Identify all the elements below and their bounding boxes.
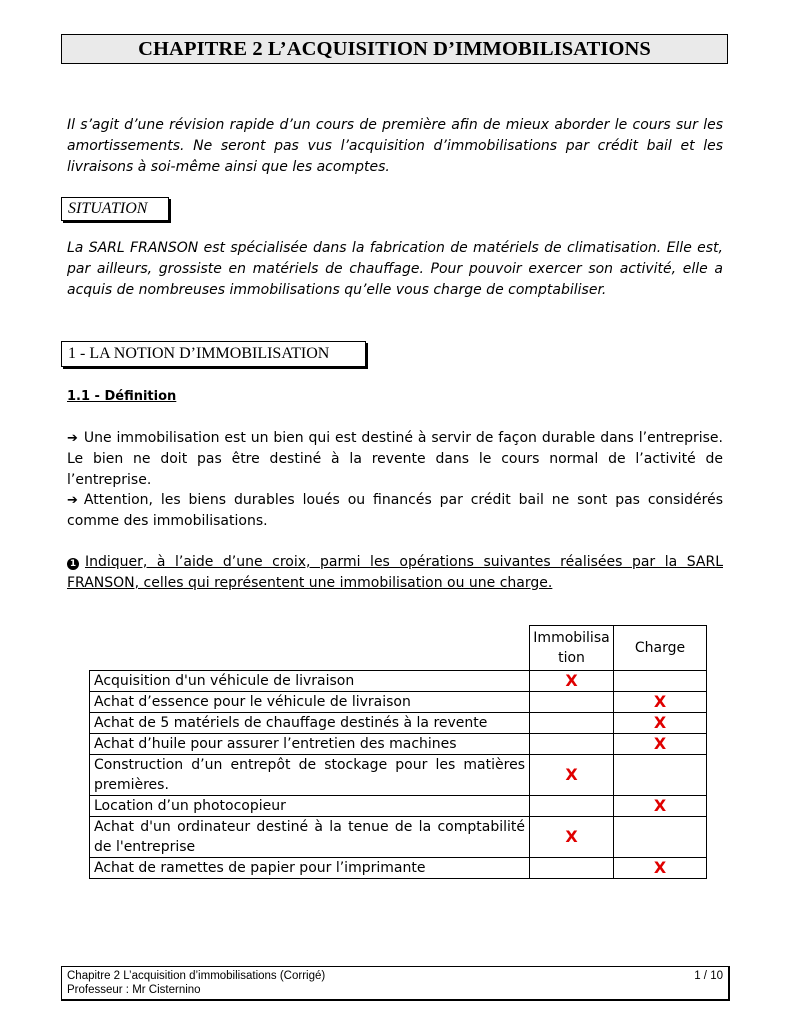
table-row bbox=[90, 692, 707, 713]
column-header-immobilisation: Immobilisa tion bbox=[530, 626, 614, 671]
table-header-empty bbox=[90, 626, 530, 671]
table-row bbox=[90, 713, 707, 734]
charge-mark: X bbox=[614, 734, 707, 755]
row-label: Achat d’essence pour le véhicule de livraison bbox=[90, 692, 530, 713]
situation-paragraph: La SARL FRANSON est spécialisée dans la fabrication de matériels de climatisation. Elle est, par ailleurs, grossiste en matériels de chauffage. Pour pouvoir exercer son activité, elle a acquis de nombreuses immobilisations qu’elle vous charge de comptabiliser. bbox=[67, 240, 723, 298]
charge-mark: X bbox=[614, 713, 707, 734]
row-label: Construction d’un entrepôt de stockage pour les matières premières. bbox=[90, 755, 530, 796]
footer-page-number: 1 / 10 bbox=[694, 970, 723, 982]
charge-mark: X bbox=[614, 796, 707, 817]
row-label: Location d’un photocopieur bbox=[90, 796, 530, 817]
definition-subheading: 1.1 - Définition bbox=[67, 389, 177, 404]
chapter-title-box bbox=[61, 34, 728, 64]
charge-mark bbox=[614, 671, 707, 692]
footer-teacher: Professeur : Mr Cisternino bbox=[67, 984, 201, 996]
table-row bbox=[90, 817, 707, 858]
table-row bbox=[90, 755, 707, 796]
immobilisation-mark: X bbox=[530, 755, 614, 796]
section1-heading-box bbox=[61, 341, 366, 367]
immobilisation-mark bbox=[530, 796, 614, 817]
charge-mark: X bbox=[614, 692, 707, 713]
table-row bbox=[90, 858, 707, 879]
row-label: Achat de ramettes de papier pour l’imprimante bbox=[90, 858, 530, 879]
immobilisation-mark: X bbox=[530, 817, 614, 858]
question-1 bbox=[67, 552, 723, 594]
page-footer bbox=[61, 966, 730, 1001]
chapter-title: CHAPITRE 2 L’ACQUISITION D’IMMOBILISATIONS bbox=[138, 37, 651, 60]
footer-chapter: Chapitre 2 L’acquisition d’immobilisations (Corrigé) bbox=[67, 970, 326, 982]
table-row bbox=[90, 734, 707, 755]
charge-mark bbox=[614, 755, 707, 796]
situation-heading: SITUATION bbox=[68, 200, 148, 217]
situation-heading-box bbox=[61, 197, 169, 221]
definition-point-2-text: Attention, les biens durables loués ou financés par crédit bail ne sont pas considérés comme des immobilisations. bbox=[67, 492, 723, 529]
table-row bbox=[90, 671, 707, 692]
immobilisation-mark: X bbox=[530, 671, 614, 692]
number-one-icon: 1 bbox=[67, 558, 79, 570]
table-header-row bbox=[90, 626, 707, 671]
arrow-right-icon: ➔ bbox=[67, 431, 78, 446]
immobilisation-mark bbox=[530, 692, 614, 713]
table-row bbox=[90, 796, 707, 817]
immobilisation-mark bbox=[530, 734, 614, 755]
definition-point-2 bbox=[67, 490, 723, 532]
charge-mark: X bbox=[614, 858, 707, 879]
column-header-charge: Charge bbox=[614, 626, 707, 671]
immobilisation-mark bbox=[530, 858, 614, 879]
immobilisation-mark bbox=[530, 713, 614, 734]
row-label: Acquisition d'un véhicule de livraison bbox=[90, 671, 530, 692]
row-label: Achat d’huile pour assurer l’entretien des machines bbox=[90, 734, 530, 755]
intro-paragraph: Il s’agit d’une révision rapide d’un cours de première afin de mieux aborder le cours sur les amortissements. Ne seront pas vus l’acquisition d’immobilisations par crédit bail et les livraisons à soi-même ainsi que les acomptes. bbox=[67, 117, 723, 175]
row-label: Achat d'un ordinateur destiné à la tenue de la comptabilité de l'entreprise bbox=[90, 817, 530, 858]
row-label: Achat de 5 matériels de chauffage destinés à la revente bbox=[90, 713, 530, 734]
charge-mark bbox=[614, 817, 707, 858]
section1-heading: 1 - LA NOTION D’IMMOBILISATION bbox=[68, 345, 330, 362]
definition-point-1-text: Une immobilisation est un bien qui est destiné à servir de façon durable dans l’entreprise. Le bien ne doit pas être destiné à la revente dans le cours normal de l’activité de l’entreprise. bbox=[67, 430, 723, 488]
arrow-right-icon: ➔ bbox=[67, 493, 78, 508]
question-1-text: Indiquer, à l’aide d’une croix, parmi les opérations suivantes réalisées par la SARL FRANSON, celles qui représentent une immobilisation ou une charge. bbox=[67, 554, 723, 591]
classification-table bbox=[89, 625, 707, 879]
definition-point-1 bbox=[67, 428, 723, 491]
